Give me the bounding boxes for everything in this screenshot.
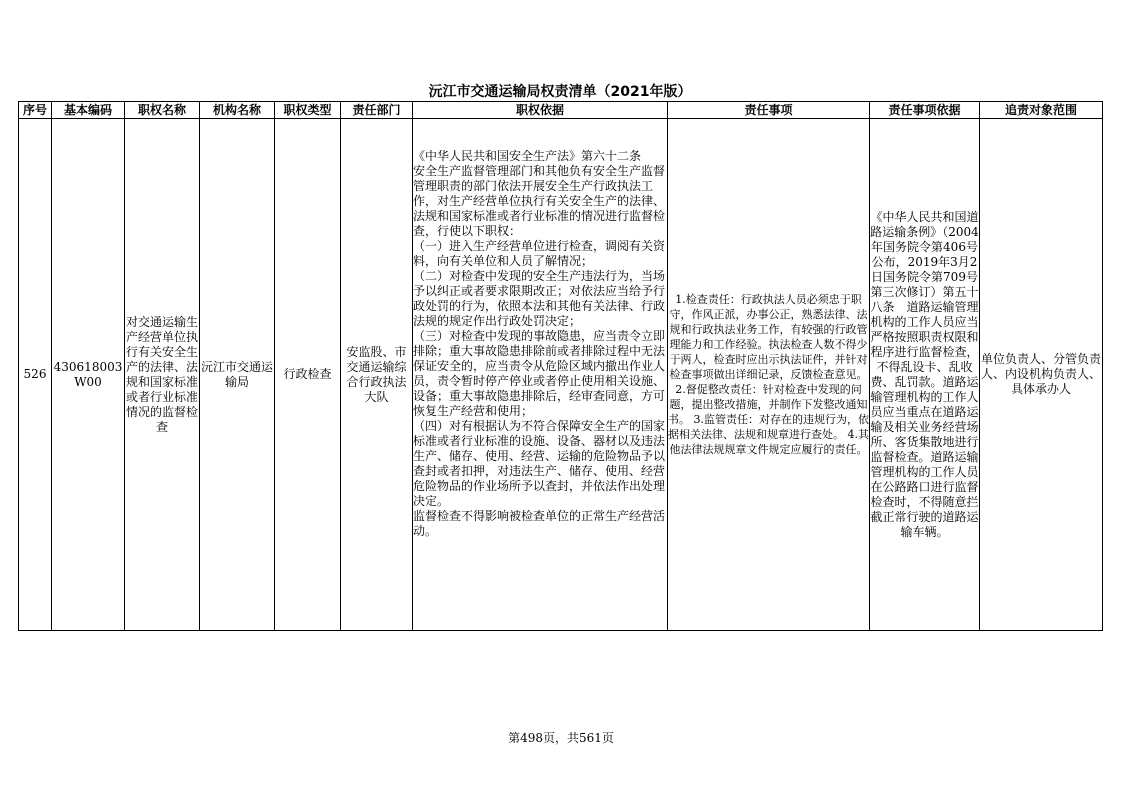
header-basis: 职权依据	[413, 102, 668, 119]
cell-power-name: 对交通运输生产经营单位执行有关安全生产的法律、法规和国家标准或者行业标准情况的监督检查	[125, 119, 200, 631]
cell-index: 526	[19, 119, 52, 631]
basis-text: 《中华人民共和国安全生产法》第六十二条 安全生产监督管理部门和其他负有安全生产监督管理职责的部门依法开展安全生产行政执法工作，对生产经营单位执行有关安全生产的法律、法规和国家标准或者行业标准的情况进行监督检查，行使以下职权： （一）进入生产经营单位进行检查，调阅有关资料，向有关单位和人员了解情况； （二）对检查中发现的安全生产违法行为，当场予以纠正或者要求限期改正；对依法应当给予行政处罚的行为，依照本法和其他有关法律、行政法规的规定作出行政处罚决定； （三）对检查中发现的事故隐患，应当责令立即排除；重大事故隐患排除前或者排除过程中无法保证安全的，应当责令从危险区域内撤出作业人员，责令暂时停产停业或者停止使用相关设施、设备；重大事故隐患排除后，经审查同意，方可恢复生产经营和使用； （四）对有根据认为不符合保障安全生产的国家标准或者行业标准的设施、设备、器材以及违法生产、储存、使用、经营、运输的危险物品予以查封或者扣押，对违法生产、储存、使用、经营危险物品的作业场所予以查封，并依法作出处理决定。 监督检查不得影响被检查单位的正常生产经营活动。	[413, 149, 666, 538]
table-row	[19, 119, 1103, 631]
matters-text: 1.检查责任：行政执法人员必须忠于职守，作风正派，办事公正，熟悉法律、法规和行政执法业务工作，有较强的行政管理能力和工作经验。执法检查人数不得少于两人，检查时应出示执法证件，并针对检查事项做出详细记录，反馈检查意见。 2.督促整改责任：针对检查中发现的问题，提出整改措施，并制作下发整改通知书。 3.监管责任：对存在的违规行为，依据相关法律、法规和规章进行查处。 4.其他法律法规规章文件规定应履行的责任。	[668, 293, 871, 456]
page-footer: 第498页，共561页	[508, 731, 614, 745]
cell-basis	[413, 119, 668, 631]
cell-power-type: 行政检查	[275, 119, 341, 631]
responsibility-table	[18, 101, 1103, 631]
header-index: 序号	[19, 102, 52, 119]
header-accountability: 追责对象范围	[980, 102, 1103, 119]
header-org-name: 机构名称	[200, 102, 275, 119]
cell-matters	[668, 119, 870, 631]
header-power-name: 职权名称	[125, 102, 200, 119]
document-title: 沅江市交通运输局权责清单（2021年版）	[428, 84, 692, 100]
header-matters-basis: 责任事项依据	[870, 102, 980, 119]
header-power-type: 职权类型	[275, 102, 341, 119]
cell-code: 430618003W00	[52, 119, 125, 631]
header-code: 基本编码	[52, 102, 125, 119]
cell-org-name: 沅江市交通运输局	[200, 119, 275, 631]
cell-department: 安监股、市交通运输综合行政执法大队	[341, 119, 413, 631]
cell-matters-basis: 《中华人民共和国道路运输条例》（2004年国务院令第406号公布，2019年3月2日国务院令第709号第三次修订）第五十八条 道路运输管理机构的工作人员应当严格按照职责权限和程序进行监督检查，不得乱设卡、乱收费、乱罚款。道路运输管理机构的工作人员应当重点在道路运输及相关业务经营场所、客货集散地进行监督检查。道路运输管理机构的工作人员在公路路口进行监督检查时，不得随意拦截正常行驶的道路运输车辆。	[870, 119, 980, 631]
cell-accountability: 单位负责人、分管负责人、内设机构负责人、具体承办人	[980, 119, 1103, 631]
header-row	[19, 102, 1103, 119]
header-matters: 责任事项	[668, 102, 870, 119]
header-department: 责任部门	[341, 102, 413, 119]
